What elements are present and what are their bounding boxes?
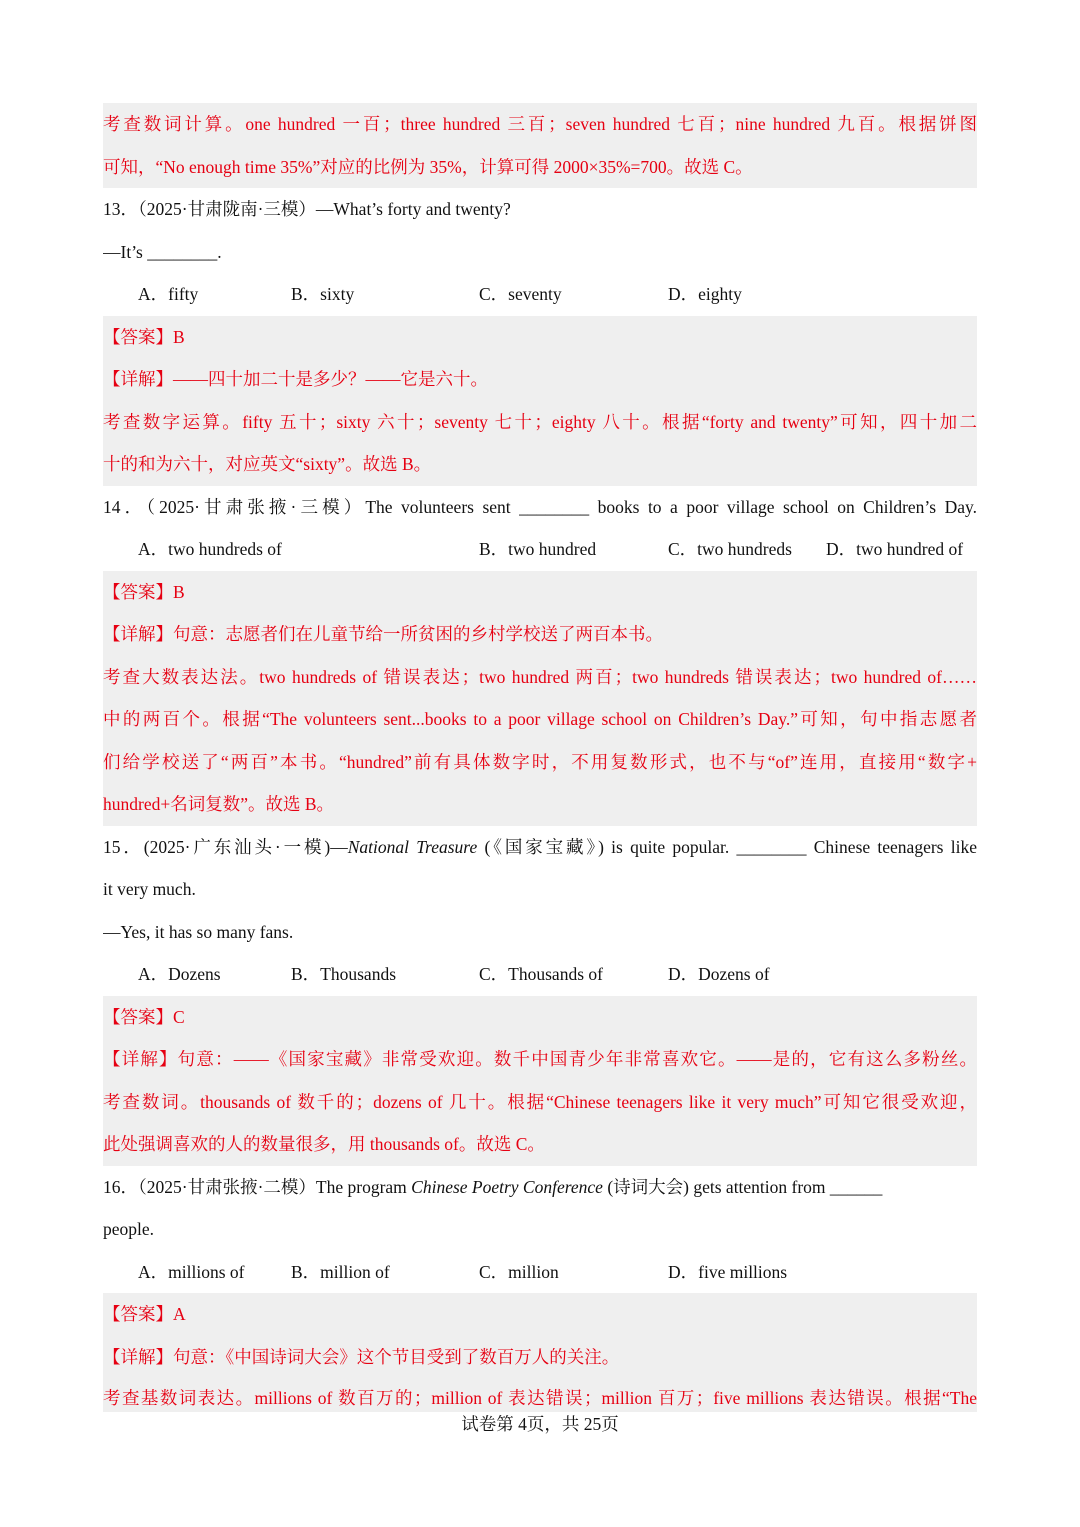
option-d[interactable]: D．two hundred of [826,539,964,559]
question-16-text: (诗词大会) gets attention from ______ [602,1176,883,1197]
question-15-number: 15．(2025·广东汕头·一模)— [103,836,348,857]
question-16-stem [103,1166,977,1209]
option-a[interactable]: A．millions of [138,1261,245,1282]
analysis-line: 考查数词。thousands of 数千的；dozens of 几十。根据“Chinese teenagers like it very much”可知它很受欢迎， [103,1081,977,1124]
analysis-line: 考查数词计算。one hundred 一百；three hundred 三百；seven hundred 七百；nine hundred 九百。根据饼图 [103,103,977,146]
question-16-options [103,1251,977,1294]
option-d[interactable]: D．five millions [668,1261,788,1282]
question-13-options [103,273,977,316]
question-15-options [103,953,977,996]
analysis-line: 考查数字运算。fifty 五十；sixty 六十；seventy 七十；eighty 八十。根据“forty and twenty”可知，四十加二 [103,401,977,444]
detail-label: 【详解】——四十加二十是多少？——它是六十。 [103,358,977,401]
program-title: Chinese Poetry Conference [411,1176,603,1197]
option-d[interactable]: D．Dozens of [668,964,770,984]
analysis-line: 中的两百个。根据“The volunteers sent...books to a poor village school on Children’s Day.”可知，句中指志愿者 [103,698,977,741]
option-a[interactable]: A．fifty [138,284,199,304]
question-14-stem: 14．（2025·甘肃张掖·三模）The volunteers sent ________ books to a poor village school on Children’s Day. [103,496,977,517]
question-15-stem-line2: it very much. [103,879,196,899]
page-footer: 试卷第 4页，共 25页 [461,1414,619,1434]
question-13-stem-line2: —It’s ________. [103,241,222,262]
option-b[interactable]: B．sixty [291,284,355,304]
option-b[interactable]: B．Thousands [291,964,396,984]
question-14-options [103,528,977,571]
question-16-number: 16．（2025·甘肃张掖·二模）The program [103,1176,412,1197]
option-c[interactable]: C．seventy [479,284,562,304]
question-13-stem: 13．（2025·甘肃陇南·三模）—What’s forty and twenty? [103,199,511,219]
option-d[interactable]: D．eighty [668,284,742,304]
question-15-stem-line3: —Yes, it has so many fans. [103,921,294,942]
answer-label: 【答案】B [103,316,977,359]
analysis-line: 十的和为六十，对应英文“sixty”。故选 B。 [103,443,977,486]
answer-label: 【答案】C [103,996,977,1039]
detail-label: 【详解】句意：志愿者们在儿童节给一所贫困的乡村学校送了两百本书。 [103,613,977,656]
question-16-stem-line2: people. [103,1219,155,1239]
analysis-line: 考查大数表达法。two hundreds of 错误表达；two hundred 两百；two hundreds 错误表达；two hundred of…… [103,656,977,699]
detail-label: 【详解】句意：《中国诗词大会》这个节目受到了数百万人的关注。 [103,1336,977,1379]
option-c[interactable]: C．two hundreds [668,539,792,559]
program-title: National Treasure [347,836,478,857]
question-15-text: (《国家宝藏》) is quite popular. ________ Chinese teenagers like [477,836,977,857]
analysis-line: 考查基数词表达。millions of 数百万的；million of 表达错误；million 百万；five millions 表达错误。根据“The [103,1378,977,1412]
analysis-line: 可知，“No enough time 35%”对应的比例为 35%，计算可得 2000×35%=700。故选 C。 [103,146,977,189]
option-b[interactable]: B．two hundred [479,539,597,559]
option-a[interactable]: A．two hundreds of [138,539,282,559]
option-c[interactable]: C．Thousands of [479,964,603,984]
answer-label: 【答案】A [103,1293,977,1336]
analysis-line: 们给学校送了“两百”本书。“hundred”前有具体数字时，不用复数形式，也不与“of”连用，直接用“数字+ [103,741,977,784]
question-15-stem [103,826,977,869]
analysis-line: 此处强调喜欢的人的数量很多，用 thousands of。故选 C。 [103,1123,977,1166]
option-b[interactable]: B．million of [291,1261,390,1282]
option-c[interactable]: C．million [479,1261,559,1282]
detail-label: 【详解】句意：——《国家宝藏》非常受欢迎。数千中国青少年非常喜欢它。——是的，它有这么多粉丝。 [103,1038,977,1081]
analysis-line: hundred+名词复数”。故选 B。 [103,783,977,826]
option-a[interactable]: A．Dozens [138,964,221,984]
answer-label: 【答案】B [103,571,977,614]
